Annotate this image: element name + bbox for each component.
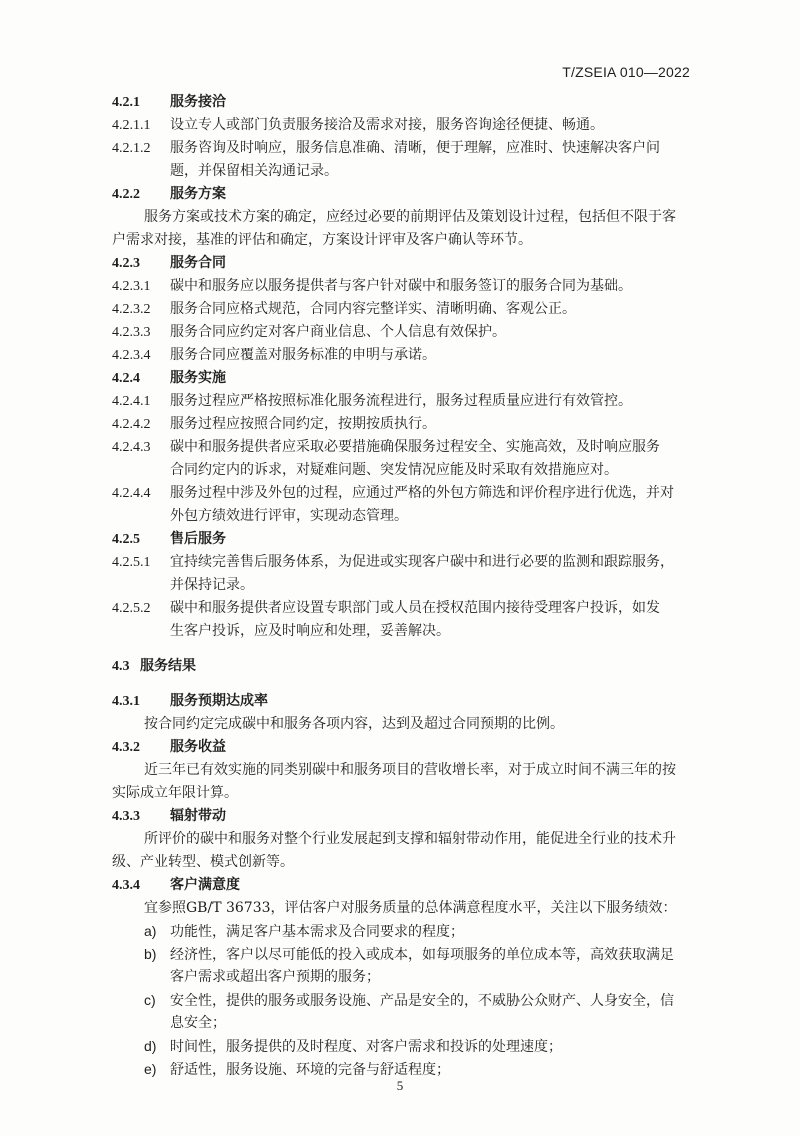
clause-number: 4.2.1.1 xyxy=(112,118,151,133)
list-marker: b) xyxy=(144,946,157,962)
paragraph-line: 服务方案或技术方案的确定，应经过必要的前期评估及策划设计过程，包括但不限于客 xyxy=(144,209,676,225)
clause-number: 4.2.3.2 xyxy=(112,302,151,317)
clause xyxy=(112,413,692,436)
clause xyxy=(112,298,692,321)
section-heading xyxy=(112,367,692,390)
paragraph-line: 所评价的碳中和服务对整个行业发展起到支撑和辐射带动作用，能促进全行业的技术升 xyxy=(144,831,676,847)
section-title: 售后服务 xyxy=(170,531,226,547)
section-heading xyxy=(112,690,692,713)
list-item xyxy=(112,943,692,966)
clause-text: 碳中和服务提供者应采取必要措施确保服务过程安全、实施高效，及时响应服务 xyxy=(170,439,660,455)
clause xyxy=(112,551,692,574)
chapter-title: 服务结果 xyxy=(140,658,196,674)
list-text: 时间性，服务提供的及时程度、对客户需求和投诉的处理速度； xyxy=(170,1039,562,1055)
section-title: 客户满意度 xyxy=(170,877,240,893)
list-marker: a) xyxy=(144,923,157,939)
section-number: 4.2.1 xyxy=(112,95,140,110)
paragraph-line: 近三年已有效实施的同类别碳中和服务项目的营收增长率，对于成立时间不满三年的按 xyxy=(144,762,676,778)
section-number: 4.3.4 xyxy=(112,878,140,893)
section-number: 4.2.2 xyxy=(112,187,140,202)
paragraph-line: 按合同约定完成碳中和服务各项内容，达到及超过合同预期的比例。 xyxy=(144,716,564,732)
section-title: 辐射带动 xyxy=(170,808,226,824)
list-item-continuation: 客户需求或超出客户预期的服务； xyxy=(170,969,380,985)
page-body xyxy=(112,91,692,1081)
section-title: 服务收益 xyxy=(170,739,226,755)
chapter-heading xyxy=(112,655,692,678)
clause-number: 4.2.4.2 xyxy=(112,417,151,432)
clause xyxy=(112,321,692,344)
clause-text: 设立专人或部门负责服务接洽及需求对接，服务咨询途径便捷、畅通。 xyxy=(170,117,604,133)
section-number: 4.3.3 xyxy=(112,809,140,824)
clause-continuation: 合同约定内的诉求，对疑难问题、突发情况应能及时采取有效措施应对。 xyxy=(170,462,618,478)
paragraph-line: 级、产业转型、模式创新等。 xyxy=(112,854,294,870)
section-title: 服务实施 xyxy=(170,370,226,386)
list-item xyxy=(112,920,692,943)
list-text: 舒适性，服务设施、环境的完备与舒适程度； xyxy=(170,1062,450,1078)
clause-text: 碳中和服务应以服务提供者与客户针对碳中和服务签订的服务合同为基础。 xyxy=(170,278,632,294)
paragraph-line: 宜参照GB/T 36733，评估客户对服务质量的总体满意程度水平，关注以下服务绩效： xyxy=(144,900,677,916)
clause-number: 4.2.4.1 xyxy=(112,394,151,409)
section-title: 服务预期达成率 xyxy=(170,693,268,709)
clause-continuation: 外包方绩效进行评审，实现动态管理。 xyxy=(170,508,408,524)
section-heading xyxy=(112,805,692,828)
clause-continuation: 并保持记录。 xyxy=(170,577,254,593)
section-number: 4.3.1 xyxy=(112,694,140,709)
clause xyxy=(112,275,692,298)
clause xyxy=(112,597,692,620)
section-number: 4.3.2 xyxy=(112,740,140,755)
section-number: 4.2.5 xyxy=(112,532,140,547)
clause-number: 4.2.1.2 xyxy=(112,141,151,156)
section-title: 服务接洽 xyxy=(170,94,226,110)
section-heading xyxy=(112,528,692,551)
clause-text: 服务过程应按照合同约定，按期按质执行。 xyxy=(170,416,436,432)
paragraph-line: 实际成立年限计算。 xyxy=(112,785,238,801)
clause-text: 服务合同应约定对客户商业信息、个人信息有效保护。 xyxy=(170,324,506,340)
list-text: 经济性，客户以尽可能低的投入或成本，如每项服务的单位成本等，高效获取满足 xyxy=(170,947,674,963)
clause xyxy=(112,344,692,367)
clause-text: 碳中和服务提供者应设置专职部门或人员在授权范围内接待受理客户投诉，如发 xyxy=(170,600,660,616)
clause-number: 4.2.4.3 xyxy=(112,440,151,455)
list-text: 功能性，满足客户基本需求及合同要求的程度； xyxy=(170,924,464,940)
clause xyxy=(112,482,692,505)
section-heading xyxy=(112,183,692,206)
clause-text: 服务过程中涉及外包的过程，应通过严格的外包方筛选和评价程序进行优选，并对 xyxy=(170,485,674,501)
section-number: 4.2.3 xyxy=(112,256,140,271)
list-marker: d) xyxy=(144,1038,157,1054)
clause-number: 4.2.5.1 xyxy=(112,555,151,570)
section-heading xyxy=(112,736,692,759)
clause xyxy=(112,436,692,459)
list-item xyxy=(112,1035,692,1058)
section-title: 服务合同 xyxy=(170,255,226,271)
clause xyxy=(112,137,692,160)
page-number: 5 xyxy=(396,1078,404,1093)
section-title: 服务方案 xyxy=(170,186,226,202)
clause-number: 4.2.5.2 xyxy=(112,601,151,616)
clause-text: 服务合同应覆盖对服务标准的申明与承诺。 xyxy=(170,347,436,363)
list-text: 安全性，提供的服务或服务设施、产品是安全的，不威胁公众财产、人身安全，信 xyxy=(170,993,674,1009)
standard-code: T/ZSEIA 010—2022 xyxy=(562,64,690,80)
clause xyxy=(112,390,692,413)
clause-text: 服务合同应格式规范，合同内容完整详实、清晰明确、客观公正。 xyxy=(170,301,576,317)
clause-text: 服务咨询及时响应，服务信息准确、清晰，便于理解，应准时、快速解决客户问 xyxy=(170,140,660,156)
section-heading xyxy=(112,91,692,114)
clause-number: 4.2.3.1 xyxy=(112,279,151,294)
clause-text: 服务过程应严格按照标准化服务流程进行，服务过程质量应进行有效管控。 xyxy=(170,393,632,409)
section-heading xyxy=(112,252,692,275)
clause-number: 4.2.4.4 xyxy=(112,486,151,501)
clause-continuation: 题，并保留相关沟通记录。 xyxy=(170,163,338,179)
clause-text: 宜持续完善售后服务体系，为促进或实现客户碳中和进行必要的监测和跟踪服务， xyxy=(170,554,674,570)
list-marker: e) xyxy=(144,1061,157,1077)
clause-continuation: 生客户投诉，应及时响应和处理，妥善解决。 xyxy=(170,623,450,639)
list-item-continuation: 息安全； xyxy=(170,1015,226,1031)
list-marker: c) xyxy=(144,992,156,1008)
section-number: 4.2.4 xyxy=(112,371,140,386)
clause-number: 4.2.3.3 xyxy=(112,325,151,340)
chapter-number: 4.3 xyxy=(112,659,130,674)
clause xyxy=(112,114,692,137)
list-item xyxy=(112,989,692,1012)
clause-number: 4.2.3.4 xyxy=(112,348,151,363)
section-heading xyxy=(112,874,692,897)
paragraph-line: 户需求对接，基准的评估和确定，方案设计评审及客户确认等环节。 xyxy=(112,232,532,248)
